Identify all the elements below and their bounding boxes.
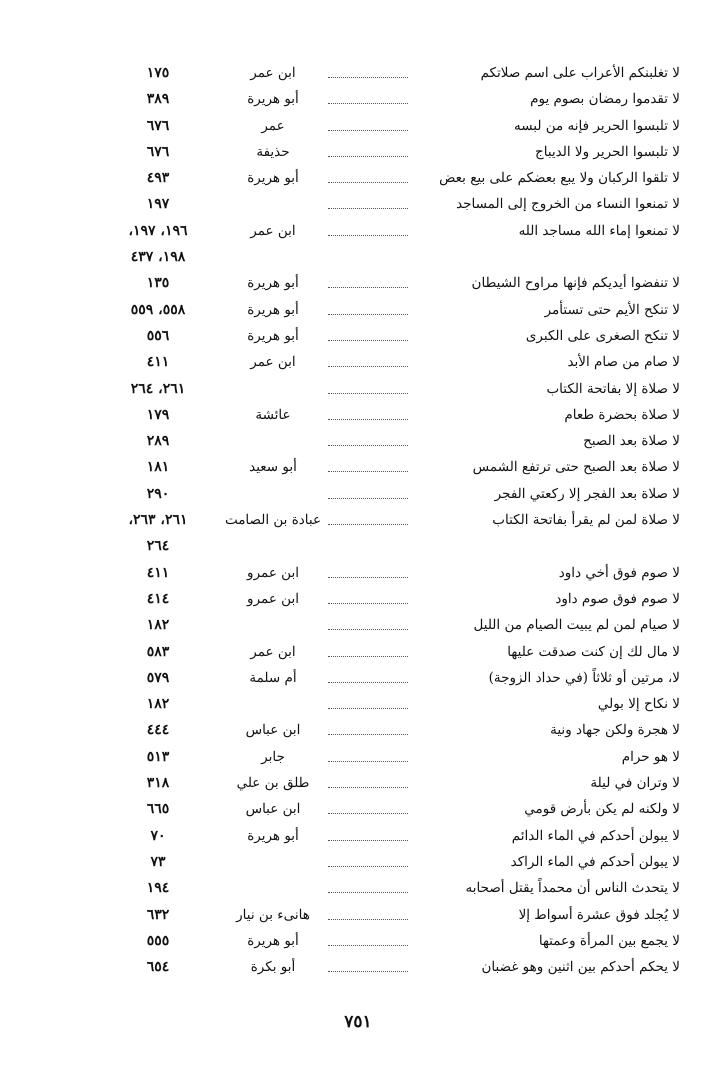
- narrator-name: طلق بن علي: [236, 775, 310, 792]
- narrator-name: ابن عباس: [245, 801, 301, 818]
- narrator-name: أم سلمة: [249, 669, 297, 686]
- index-row: [108, 481, 680, 507]
- index-row: [108, 744, 680, 770]
- leader-dots: [328, 957, 408, 972]
- index-row: [108, 139, 680, 165]
- leader-dots: [328, 89, 408, 104]
- index-row: [108, 270, 680, 296]
- page-references: ٦٥٤: [146, 959, 170, 976]
- narrator-name: حذيفة: [256, 143, 290, 160]
- leader-dots: [328, 457, 408, 472]
- page-references: ٦٦٥: [146, 801, 170, 818]
- page-references: ٥٨٣: [146, 643, 170, 660]
- hadith-text: لا يبولن أحدكم في الماء الدائم: [511, 827, 680, 844]
- leader-dots: [328, 747, 408, 762]
- hadith-text: لا صوم فوق صوم داود: [555, 590, 680, 607]
- hadith-text: لا تنكح الأيم حتى تستأمر: [544, 301, 680, 318]
- page-references: ١٨٢: [146, 696, 170, 713]
- page-references: ٦٣٢: [146, 906, 170, 923]
- index-row: [108, 849, 680, 875]
- index-row: [108, 823, 680, 849]
- page-references: ٥١٣: [146, 748, 170, 765]
- leader-dots: [328, 773, 408, 788]
- page-references: ٥٥٦: [146, 327, 170, 344]
- index-row: [108, 428, 680, 454]
- index-row: [108, 691, 680, 717]
- hadith-text: لا صلاة بحضرة طعام: [564, 406, 680, 423]
- page-references: ٤١٤: [146, 590, 170, 607]
- index-row: [108, 954, 680, 980]
- index-row: [108, 402, 680, 428]
- hadith-text: لا تمنعوا إماء الله مساجد الله: [518, 222, 680, 239]
- hadith-text: لا، مرتين أو ثلاثاً (في حداد الزوجة): [488, 669, 680, 686]
- page-references: ٢٦٤: [146, 538, 170, 555]
- leader-dots: [328, 878, 408, 893]
- hadith-text: لا تغلبنكم الأعراب على اسم صلاتكم: [480, 65, 680, 81]
- index-row: [108, 113, 680, 139]
- index-row: [108, 376, 680, 402]
- hadith-text: لا تلبسوا الحرير ولا الديباج: [535, 143, 680, 160]
- narrator-name: ابن عمرو: [247, 590, 299, 607]
- index-row: [108, 218, 680, 244]
- hadith-text: لا صلاة إلا بفاتحة الكتاب: [546, 380, 680, 397]
- leader-dots: [328, 931, 408, 946]
- page-references: ٤٤٤: [146, 722, 170, 739]
- leader-dots: [328, 905, 408, 920]
- page-references: ٢٦١، ٢٦٤: [130, 380, 186, 397]
- hadith-text: لا يحكم أحدكم بين اثنين وهو غضبان: [481, 959, 680, 976]
- narrator-name: ابن عمرو: [247, 564, 299, 581]
- index-row: [108, 875, 680, 901]
- index-row: [108, 770, 680, 796]
- leader-dots: [328, 852, 408, 867]
- page-references: ١٨٢: [146, 617, 170, 634]
- page-references: ٢٨٩: [146, 433, 170, 450]
- hadith-text: لا يبولن أحدكم في الماء الراكد: [510, 853, 680, 870]
- page-references: ٢٩٠: [146, 485, 170, 502]
- leader-dots: [328, 405, 408, 420]
- index-row: [108, 323, 680, 349]
- leader-dots: [328, 668, 408, 683]
- hadith-text: لا هجرة ولكن جهاد ونية: [550, 722, 680, 739]
- leader-dots: [328, 352, 408, 367]
- leader-dots: [328, 589, 408, 604]
- narrator-name: عبادة بن الصامت: [224, 512, 322, 529]
- hadith-text: لا ولكنه لم يكن بأرض قومي: [524, 801, 680, 818]
- hadith-text: لا تمنعوا النساء من الخروج إلى المساجد: [456, 196, 680, 213]
- page-references: ٤١١: [146, 354, 170, 371]
- hadith-text: لا صام من صام الأبد: [567, 354, 680, 371]
- page-references: ٦٧٦: [146, 117, 170, 134]
- hadith-text: لا صلاة بعد الصبح حتى ترتفع الشمس: [472, 459, 680, 476]
- narrator-name: أبو بكرة: [250, 959, 296, 976]
- page-references: ١٩٦، ١٩٧،: [128, 222, 188, 239]
- index-row: [108, 717, 680, 743]
- hadith-text: لا تقدموا رمضان بصوم يوم: [530, 91, 680, 108]
- leader-dots: [328, 563, 408, 578]
- narrator-name: هانىء بن نيار: [236, 906, 310, 923]
- hadith-text: لا صوم فوق أخي داود: [558, 564, 680, 581]
- narrator-name: أبو هريرة: [247, 932, 299, 949]
- page-references: ١٧٥: [146, 65, 170, 81]
- hadith-text: لا صلاة لمن لم يقرأ بفاتحة الكتاب: [492, 512, 680, 529]
- leader-dots: [328, 273, 408, 288]
- hadith-text: لا تنكح الصغرى على الكبرى: [525, 327, 680, 344]
- page-references: ١٩٤: [146, 880, 170, 897]
- hadith-text: لا مال لك إن كنت صدقت عليها: [507, 643, 680, 660]
- hadith-text: لا هو حرام: [621, 748, 680, 765]
- page-references: ١٧٩: [146, 406, 170, 423]
- index-row: [108, 639, 680, 665]
- hadith-text: لا صلاة بعد الصبح: [583, 433, 680, 450]
- narrator-name: أبو هريرة: [247, 327, 299, 344]
- narrator-name: ابن عمر: [250, 65, 296, 81]
- leader-dots: [328, 615, 408, 630]
- leader-dots: [328, 642, 408, 657]
- index-row: [108, 191, 680, 217]
- hadith-text: لا تنفضوا أيديكم فإنها مراوح الشيطان: [471, 275, 680, 292]
- hadith-text: لا يتحدث الناس أن محمداً يقتل أصحابه: [465, 880, 680, 897]
- leader-dots: [328, 379, 408, 394]
- page-references: ٣٨٩: [146, 91, 170, 108]
- narrator-name: أبو هريرة: [247, 170, 299, 187]
- hadith-text: لا صلاة بعد الفجر إلا ركعتي الفجر: [494, 485, 680, 502]
- index-row: [108, 454, 680, 480]
- leader-dots: [328, 116, 408, 131]
- index-row: [108, 560, 680, 586]
- leader-dots: [328, 326, 408, 341]
- hadith-text: لا نكاح إلا بولي: [597, 696, 680, 713]
- leader-dots: [328, 799, 408, 814]
- narrator-name: أبو هريرة: [247, 301, 299, 318]
- page-references: ٧٠: [150, 827, 166, 844]
- narrator-name: عمر: [261, 117, 285, 134]
- page-references: ١٩٨، ٤٣٧: [130, 249, 186, 266]
- narrator-name: أبو هريرة: [247, 827, 299, 844]
- leader-dots: [328, 720, 408, 735]
- page-references: ٤٩٣: [146, 170, 170, 187]
- leader-dots: [328, 510, 408, 525]
- hadith-text: لا تلبسوا الحرير فإنه من لبسه: [514, 117, 680, 134]
- narrator-name: ابن عباس: [245, 722, 301, 739]
- index-row: [108, 244, 680, 270]
- hadith-text: لا يُجلد فوق عشرة أسواط إلا: [518, 906, 680, 923]
- leader-dots: [328, 694, 408, 709]
- index-row: [108, 533, 680, 559]
- page-number: ٧٥١: [344, 1012, 372, 1032]
- index-row: [108, 86, 680, 112]
- page-references: ٣١٨: [146, 775, 170, 792]
- hadith-index-list: [108, 60, 680, 980]
- hadith-text: لا تلقوا الركبان ولا يبع بعضكم على بيع بعض: [439, 170, 680, 187]
- index-row: [108, 928, 680, 954]
- index-row: [108, 297, 680, 323]
- hadith-text: لا يجمع بين المرأة وعمتها: [538, 932, 680, 949]
- index-row: [108, 612, 680, 638]
- leader-dots: [328, 826, 408, 841]
- page-references: ٥٧٩: [146, 669, 170, 686]
- narrator-name: ابن عمر: [250, 222, 296, 239]
- page-references: ١٨١: [146, 459, 170, 476]
- page-references: ٥٥٨، ٥٥٩: [130, 301, 186, 318]
- leader-dots: [328, 63, 408, 78]
- index-row: [108, 507, 680, 533]
- leader-dots: [328, 194, 408, 209]
- leader-dots: [328, 431, 408, 446]
- narrator-name: ابن عمر: [250, 354, 296, 371]
- leader-dots: [328, 300, 408, 315]
- page-references: ٥٥٥: [146, 932, 170, 949]
- leader-dots: [328, 168, 408, 183]
- narrator-name: ابن عمر: [250, 643, 296, 660]
- index-row: [108, 586, 680, 612]
- index-row: [108, 665, 680, 691]
- narrator-name: أبو هريرة: [247, 275, 299, 292]
- page-references: ٧٣: [150, 853, 166, 870]
- index-row: [108, 60, 680, 86]
- leader-dots: [328, 142, 408, 157]
- page-references: ١٣٥: [146, 275, 170, 292]
- hadith-text: لا وتران في ليلة: [590, 775, 680, 792]
- page-references: ١٩٧: [146, 196, 170, 213]
- hadith-text: لا صيام لمن لم يبيت الصيام من الليل: [473, 617, 680, 634]
- narrator-name: أبو سعيد: [249, 459, 297, 476]
- page-references: ٢٦١، ٢٦٣،: [128, 512, 188, 529]
- index-row: [108, 902, 680, 928]
- index-row: [108, 165, 680, 191]
- page-references: ٦٧٦: [146, 143, 170, 160]
- narrator-name: جابر: [261, 748, 285, 765]
- index-row: [108, 349, 680, 375]
- narrator-name: أبو هريرة: [247, 91, 299, 108]
- page-references: ٤١١: [146, 564, 170, 581]
- index-row: [108, 796, 680, 822]
- narrator-name: عائشة: [255, 406, 291, 423]
- leader-dots: [328, 221, 408, 236]
- leader-dots: [328, 484, 408, 499]
